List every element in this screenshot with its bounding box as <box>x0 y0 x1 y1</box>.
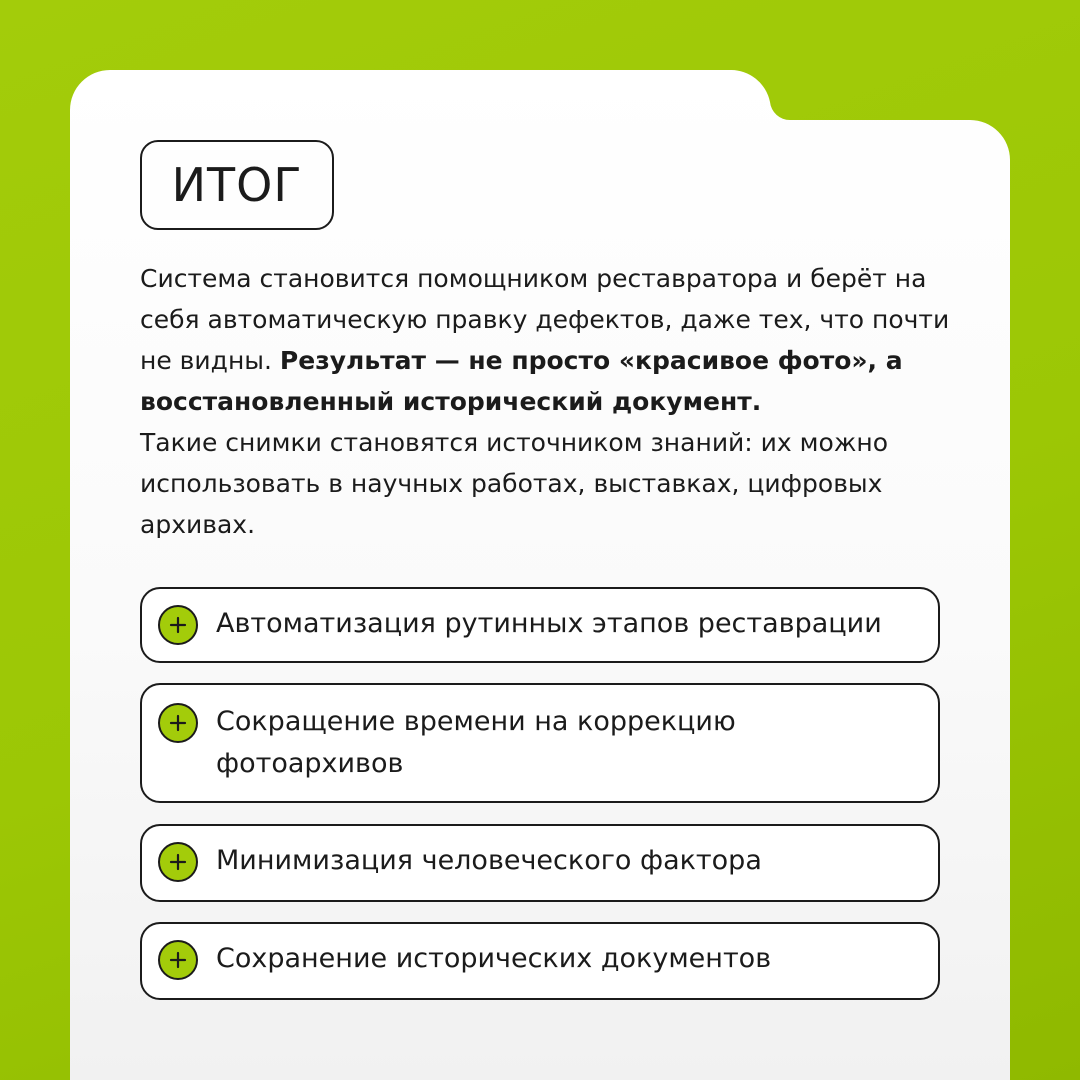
intro-text <box>140 258 950 545</box>
plus-icon <box>158 940 198 980</box>
benefit-label: Минимизация человеческого фактора <box>216 845 762 876</box>
intro-paragraph-2: Такие снимки становятся источником знаний: их можно использовать в научных работах, выставках, цифровых архивах. <box>140 428 888 539</box>
benefit-item <box>140 587 940 663</box>
summary-card <box>70 70 1010 1080</box>
intro-paragraph <box>140 258 950 422</box>
plus-icon <box>158 842 198 882</box>
benefit-label: Сокращение времени на коррекцию фотоархивов <box>216 706 736 779</box>
benefit-item <box>140 683 940 803</box>
plus-icon <box>158 703 198 743</box>
page-title: ИТОГ <box>140 140 334 230</box>
benefit-label: Сохранение исторических документов <box>216 943 772 974</box>
benefit-item <box>140 922 940 1000</box>
intro-part-1: Система становится помощником реставратора и берёт на себя автоматическую правку дефектов, даже тех, что почти не видны. <box>140 264 950 375</box>
intro-bold-statement: Результат — не просто «красивое фото», а восстановленный исторический документ. <box>140 346 903 416</box>
benefit-item <box>140 824 940 902</box>
plus-icon <box>158 605 198 645</box>
benefit-label: Автоматизация рутинных этапов реставрации <box>216 608 882 639</box>
